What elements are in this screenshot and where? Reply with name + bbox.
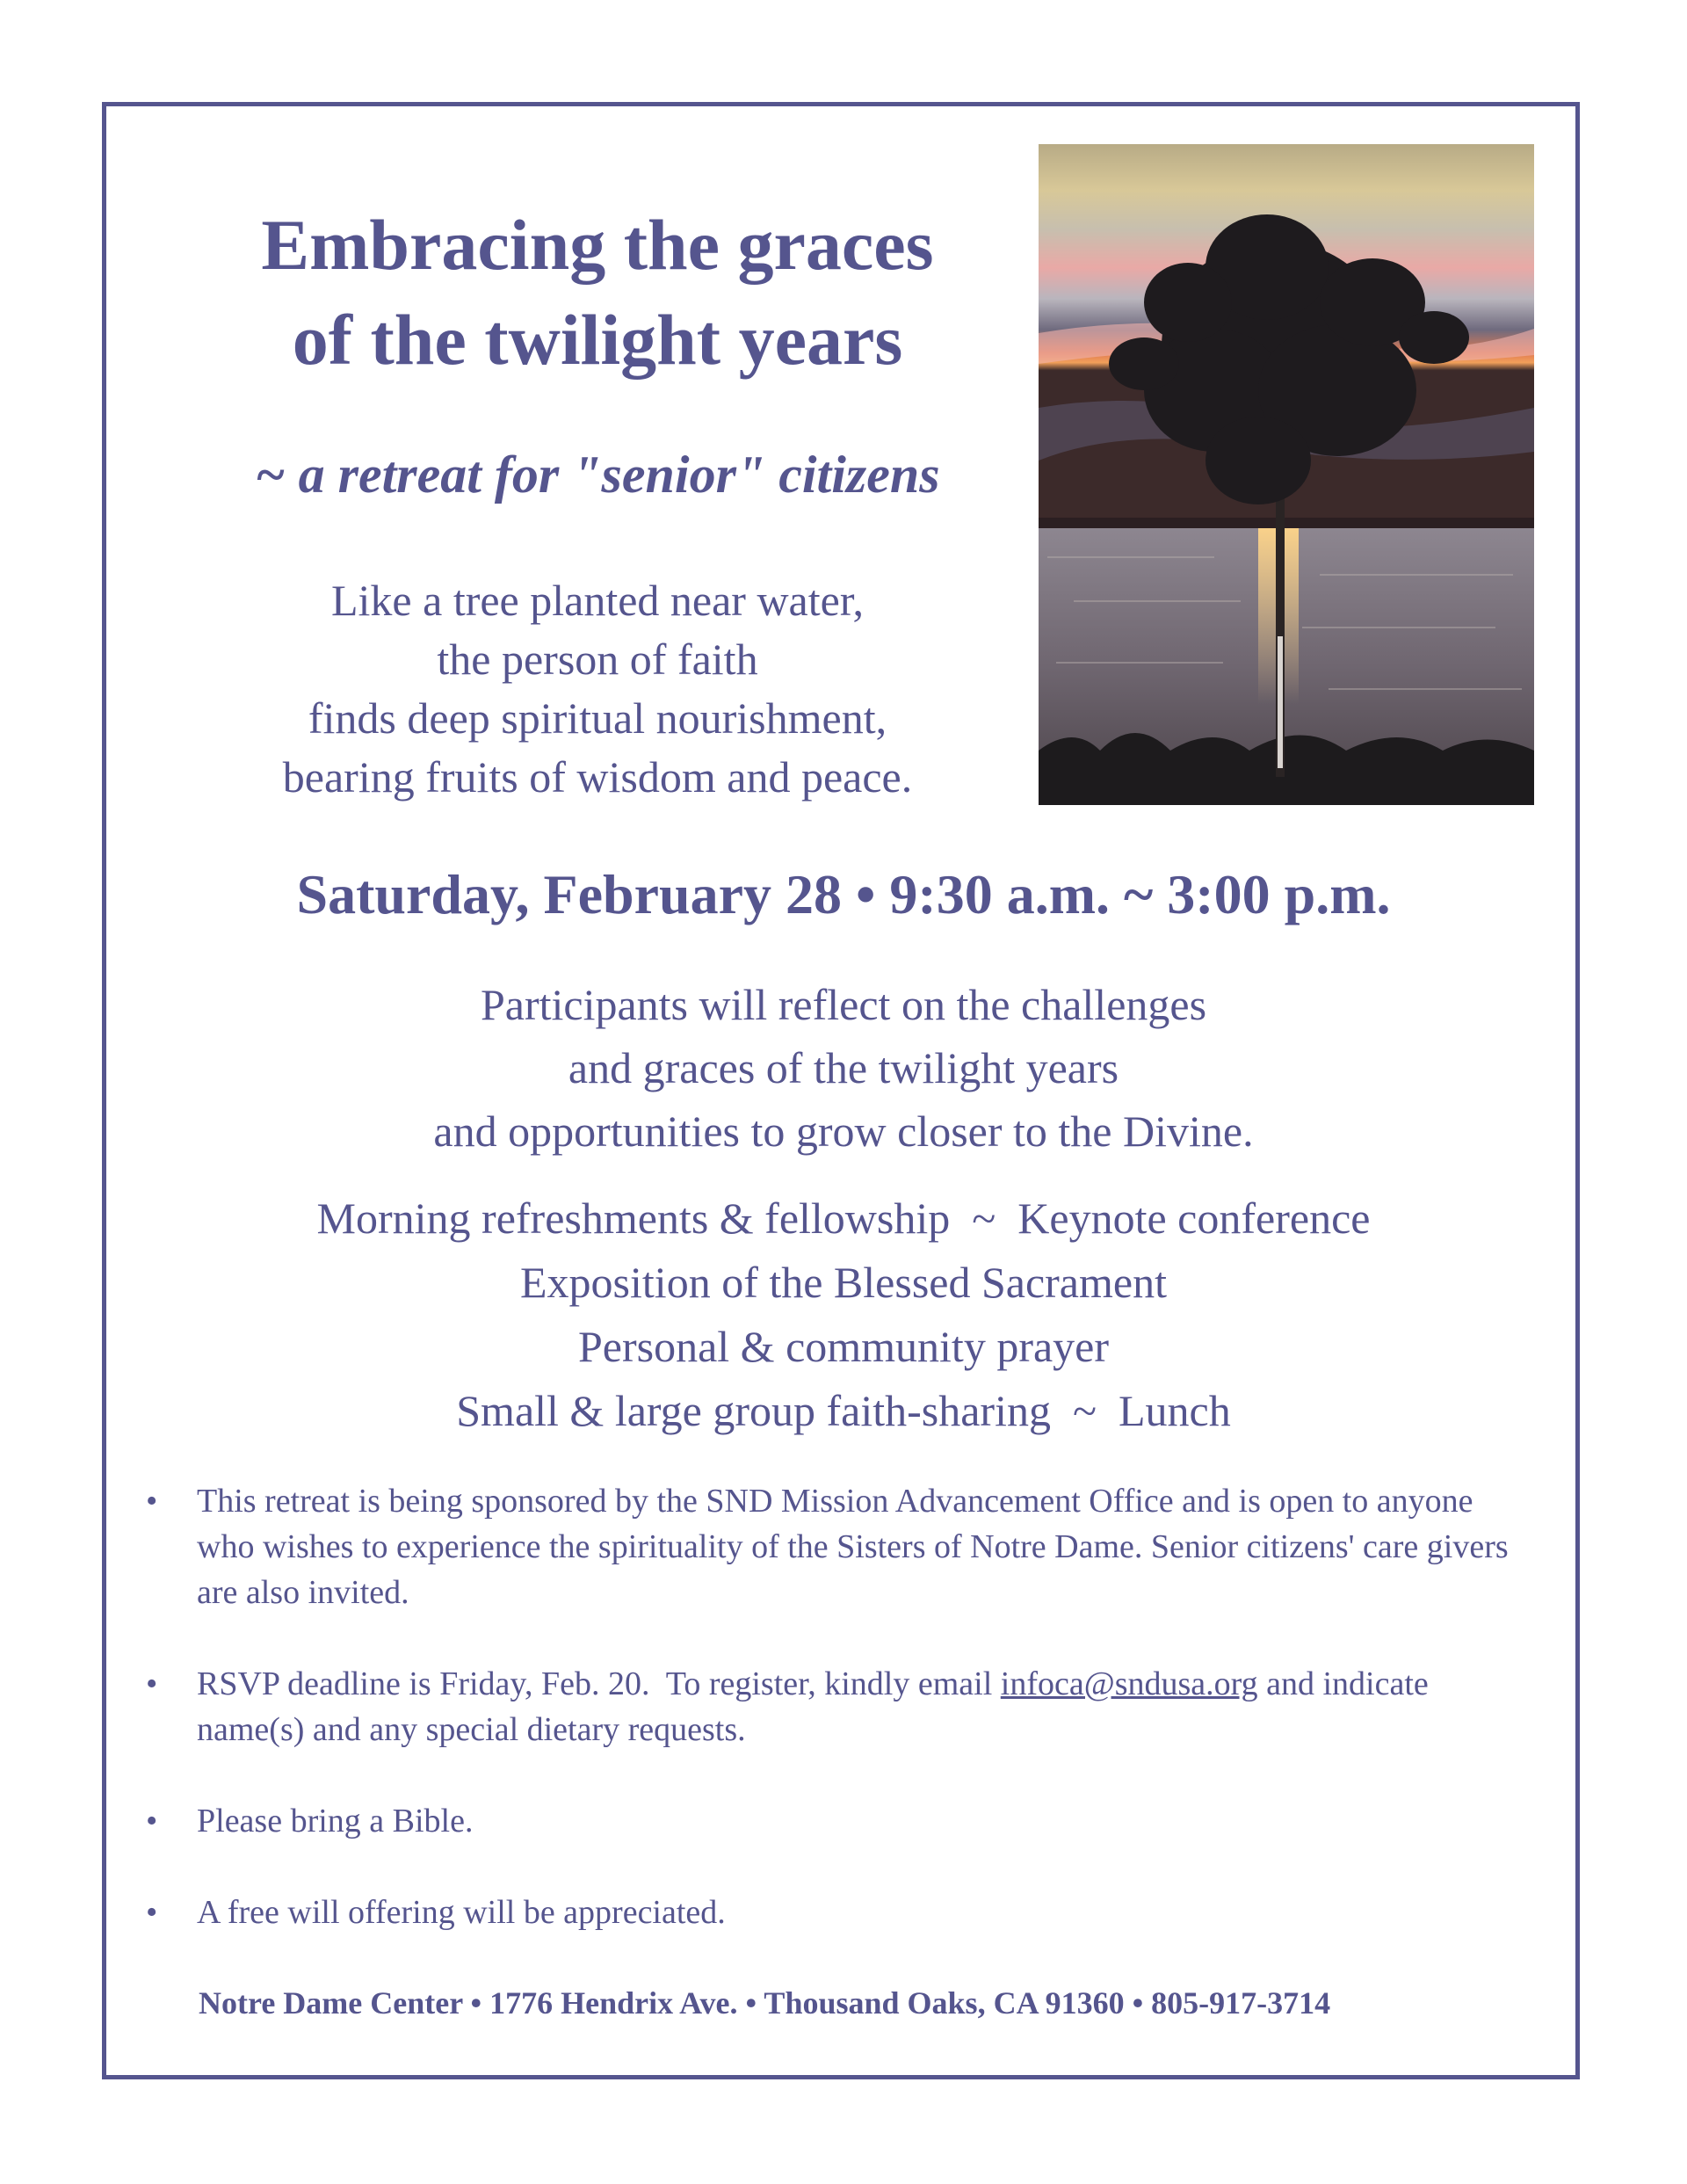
activity-line-2: Exposition of the Blessed Sacrament (520, 1258, 1167, 1307)
bible-text: Please bring a Bible. (197, 1803, 474, 1839)
offering-text: A free will offering will be appreciated. (197, 1894, 726, 1931)
verse-line-3: finds deep spiritual nourishment, (308, 693, 887, 743)
bullet-dot: • (146, 1803, 158, 1839)
activity-line-4: Small & large group faith-sharing ~ Lunch (456, 1386, 1231, 1435)
verse-line-4: bearing fruits of wisdom and peace. (282, 752, 913, 802)
title-line-1: Embracing the graces (261, 205, 934, 285)
rsvp-email-link[interactable]: infoca@sndusa.org (1000, 1665, 1258, 1702)
description-line-2: and graces of the twilight years (568, 1043, 1119, 1092)
bullet-bible (146, 1798, 1517, 1844)
page-title (158, 198, 1037, 388)
activity-line-1: Morning refreshments & fellowship ~ Keynote conference (316, 1194, 1371, 1243)
sponsor-text: This retreat is being sponsored by the SND Mission Advancement Office and is open to anyone who wishes to experience the spirituality of the Sisters of Notre Dame. Senior citizens' care givers are also invited. (197, 1483, 1509, 1611)
rsvp-text-after: and indicate name(s) and any special dietary requests. (197, 1665, 1429, 1748)
bullet-dot: • (146, 1665, 158, 1702)
subtitle: ~ a retreat for "senior" citizens (255, 446, 940, 504)
bullet-offering (146, 1890, 1517, 1935)
footer-address: Notre Dame Center • 1776 Hendrix Ave. • Thousand Oaks, CA 91360 • 805-917-3714 (199, 1985, 1331, 2021)
event-date-time: Saturday, February 28 • 9:30 a.m. ~ 3:00 p.m. (296, 863, 1391, 925)
verse (158, 571, 1037, 807)
activities-list (105, 1186, 1582, 1443)
sunset-tree-photo (1039, 144, 1534, 805)
bullet-rsvp (146, 1661, 1517, 1752)
bullet-dot: • (146, 1483, 158, 1520)
info-bullets (146, 1478, 1517, 1981)
bullet-dot: • (146, 1894, 158, 1931)
description-line-1: Participants will reflect on the challenges (480, 980, 1207, 1029)
event-description (105, 973, 1582, 1163)
bullet-sponsor (146, 1478, 1517, 1615)
verse-line-2: the person of faith (437, 635, 758, 684)
verse-line-1: Like a tree planted near water, (331, 576, 864, 625)
activity-line-3: Personal & community prayer (577, 1322, 1110, 1371)
description-line-3: and opportunities to grow closer to the Divine. (433, 1107, 1254, 1156)
title-line-2: of the twilight years (292, 300, 903, 380)
rsvp-text-before: RSVP deadline is Friday, Feb. 20. To register, kindly email (197, 1665, 1001, 1702)
